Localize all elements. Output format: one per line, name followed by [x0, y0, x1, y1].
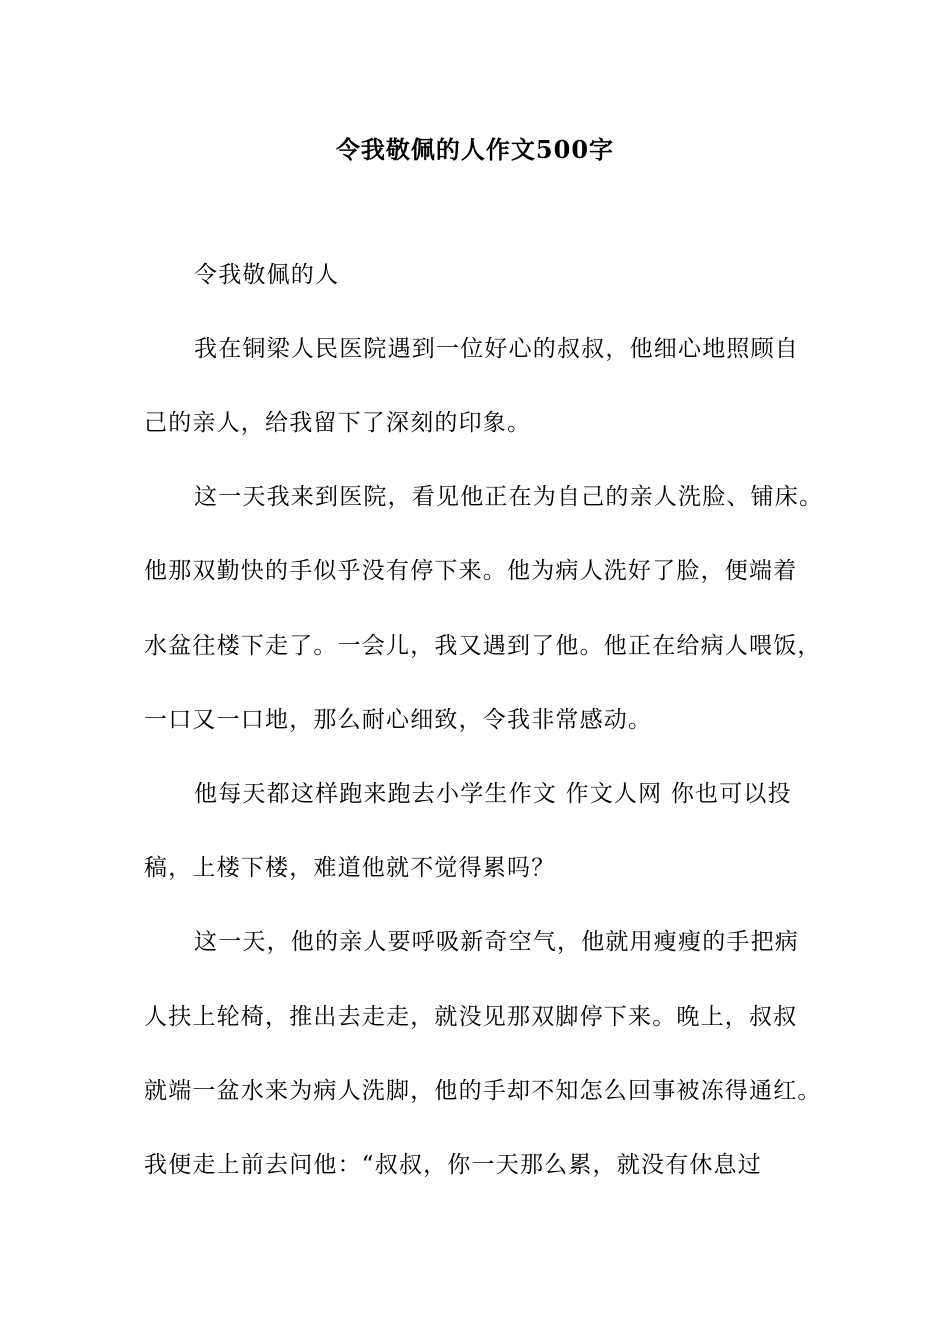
text-line: 这一天我来到医院，看见他正在为自己的亲人洗脸、铺床。: [194, 484, 824, 510]
text-line: 我在铜梁人民医院遇到一位好心的叔叔，他细心地照顾自: [194, 336, 799, 362]
text-line: 一口又一口地，那么耐心细致，令我非常感动。: [144, 707, 653, 733]
essay-heading: 令我敬佩的人: [194, 262, 340, 288]
text-line: 我便走上前去问他：“叔叔，你一天那么累，就没有休息过: [144, 1152, 762, 1178]
text-line: 就端一盆水来为病人洗脚，他的手却不知怎么回事被冻得通红。: [144, 1078, 822, 1104]
text-line: 这一天，他的亲人要呼吸新奇空气，他就用瘦瘦的手把病: [194, 929, 799, 955]
document-title: 令我敬佩的人作文500字: [335, 135, 615, 164]
text-line: 人扶上轮椅，推出去走走，就没见那双脚停下来。晚上，叔叔: [144, 1004, 798, 1030]
text-line: 稿，上楼下楼，难道他就不觉得累吗？: [144, 855, 556, 881]
text-line: 己的亲人，给我留下了深刻的印象。: [144, 410, 532, 436]
text-line: 他每天都这样跑来跑去小学生作文 作文人网 你也可以投: [194, 781, 792, 807]
text-line: 他那双勤快的手似乎没有停下来。他为病人洗好了脸，便端着: [144, 558, 798, 584]
text-line: 水盆往楼下走了。一会儿，我又遇到了他。他正在给病人喂饭，: [144, 633, 822, 659]
